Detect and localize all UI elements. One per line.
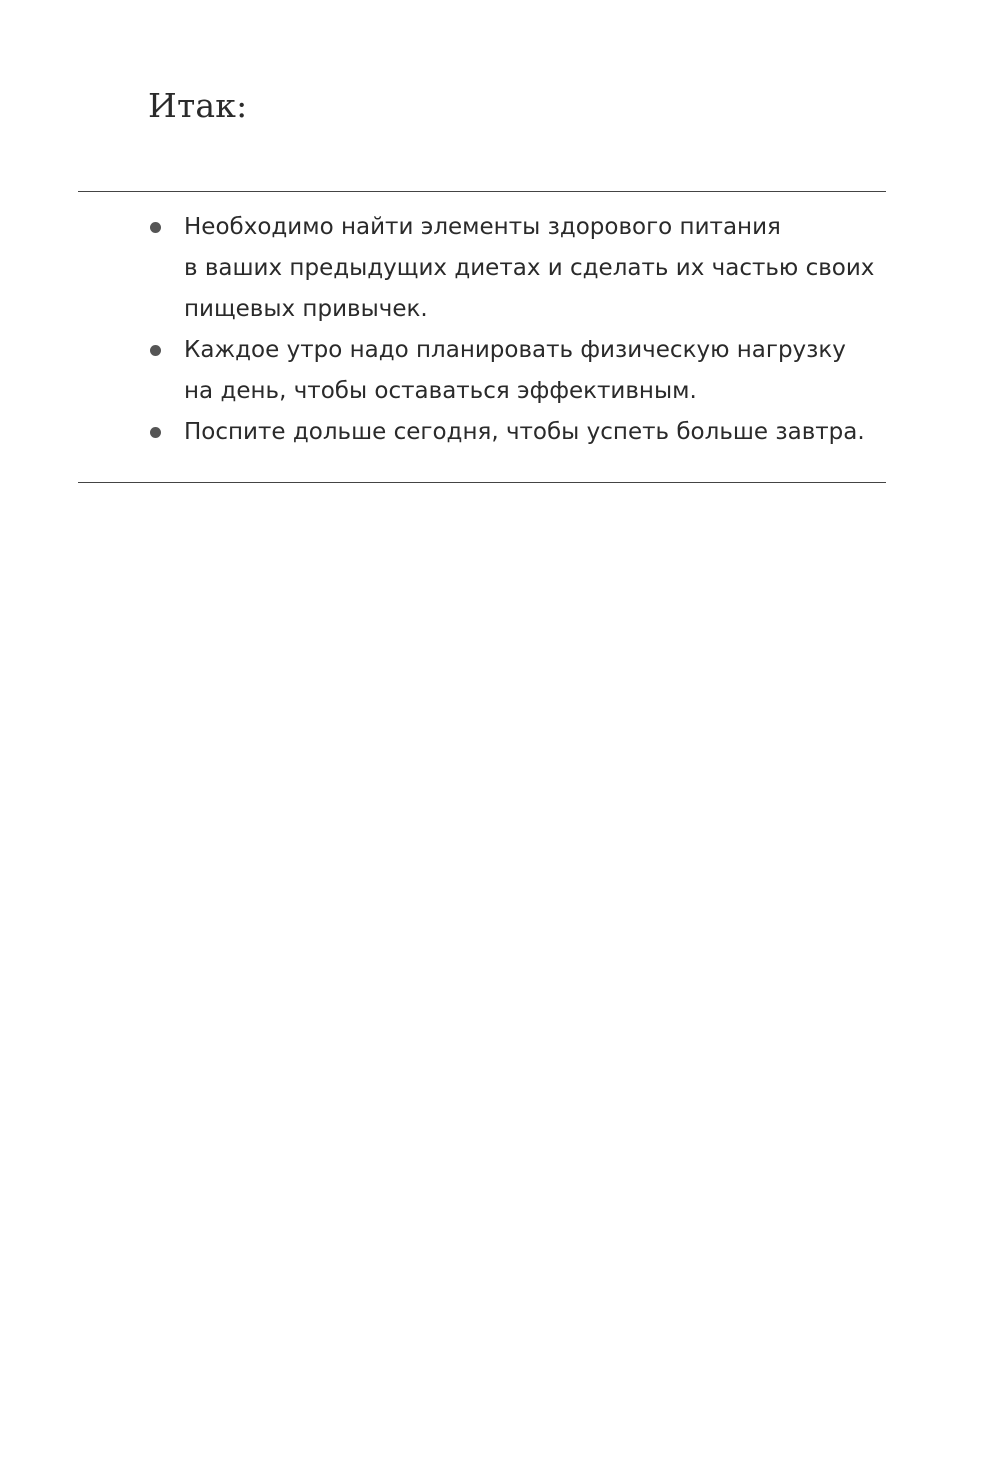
text-line: Необходимо найти элементы здорового питания	[184, 214, 781, 240]
bullet-icon	[150, 222, 161, 233]
list-item	[148, 330, 908, 412]
list-item-text	[184, 207, 908, 330]
section-heading: Итак:	[148, 86, 248, 125]
list-item-text	[184, 412, 908, 453]
text-line: на день, чтобы оставаться эффективным.	[184, 378, 697, 404]
bottom-divider	[78, 482, 886, 483]
text-line: Каждое утро надо планировать физическую нагрузку	[184, 337, 846, 363]
list-item-text	[184, 330, 908, 412]
list-item	[148, 207, 908, 330]
text-line: в ваших предыдущих диетах и сделать их частью своих	[184, 255, 875, 281]
list-item	[148, 412, 908, 453]
text-line: пищевых привычек.	[184, 296, 428, 322]
top-divider	[78, 191, 886, 192]
text-line: Поспите дольше сегодня, чтобы успеть больше завтра.	[184, 419, 865, 445]
bullet-list	[148, 207, 908, 453]
bullet-icon	[150, 345, 161, 356]
bullet-icon	[150, 427, 161, 438]
